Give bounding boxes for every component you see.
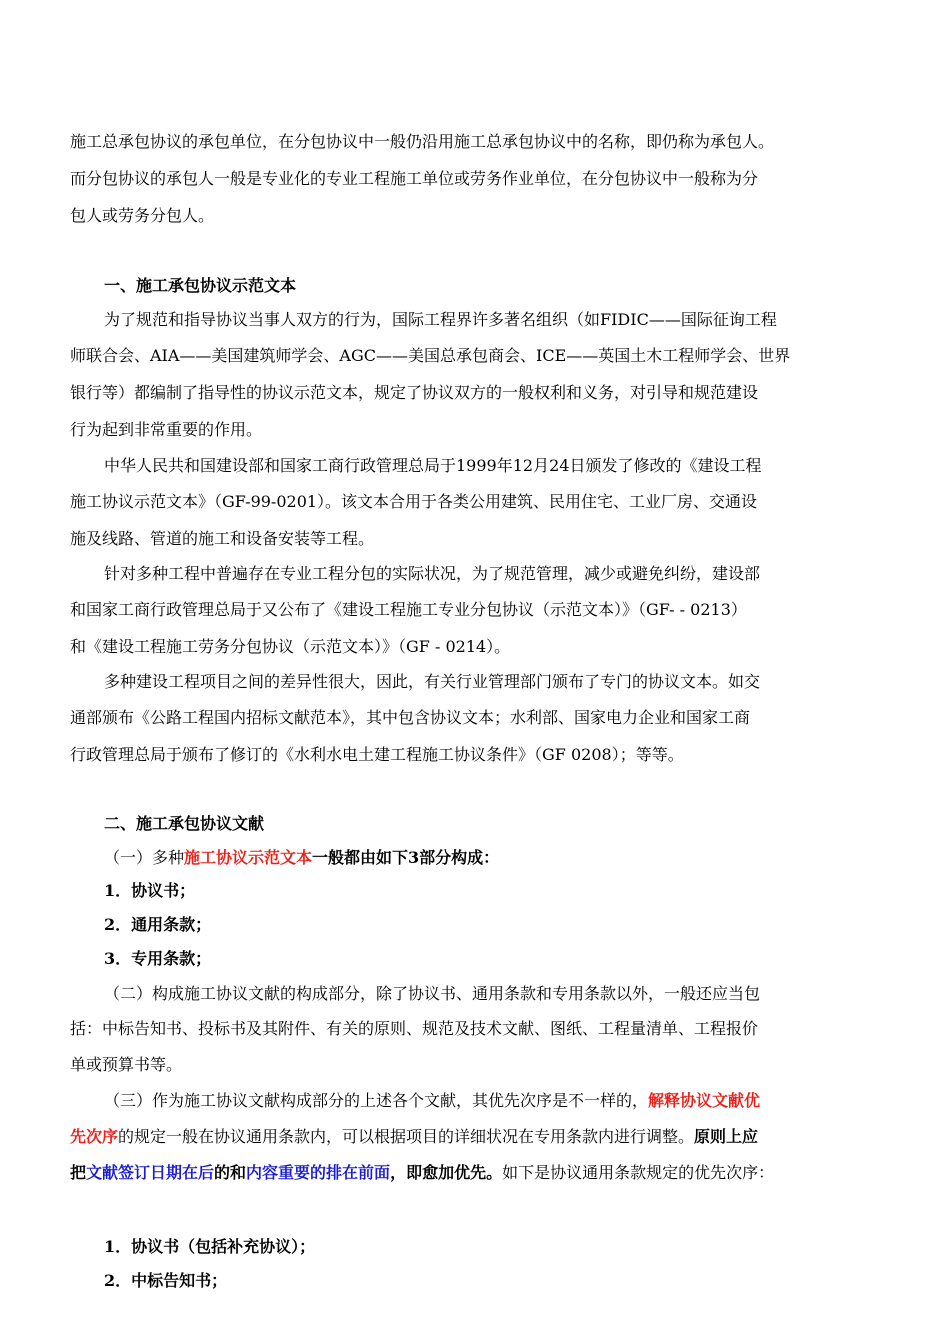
priority-item-2: 2．中标告知书； xyxy=(104,1271,228,1290)
subsection-1-suffix: 一般都由如下3部分构成： xyxy=(312,848,500,867)
intro-line-2: 而分包协议的承包人一般是专业化的专业工程施工单位或劳务作业单位，在分包协议中一般称为分 xyxy=(70,169,759,188)
para-2-line-2: 施工协议示范文本》（GF-99-0201）。该文本合用于各类公用建筑、民用住宅、工业厂房、交通设 xyxy=(70,492,758,511)
subsection-3-bold-b: 把 xyxy=(70,1163,87,1182)
subsection-3-bold-c: 的和 xyxy=(214,1163,247,1182)
highlight-red-3: 先次序 xyxy=(70,1127,119,1146)
subsection-1-prefix: （一）多种 xyxy=(104,848,185,867)
intro-line-3: 包人或劳务分包人。 xyxy=(70,206,215,225)
list-item-3: 3．专用条款； xyxy=(104,949,212,968)
para-3-line-3: 和《建设工程施工劳务分包协议（示范文本）》（GF - 0214）。 xyxy=(70,637,511,656)
para-4-line-2: 通部颁布《公路工程国内招标文献范本》，其中包含协议文本；水利部、国家电力企业和国家工商 xyxy=(70,708,751,727)
subsection-2-line-1: （二）构成施工协议文献的构成部分，除了协议书、通用条款和专用条款以外，一般还应当包 xyxy=(104,984,761,1003)
section-1-heading: 一、施工承包协议示范文本 xyxy=(104,276,297,295)
highlight-blue-1: 文献签订日期在后 xyxy=(86,1163,215,1182)
subsection-2-line-2: 括：中标告知书、投标书及其附件、有关的原则、规范及技术文献、图纸、工程量清单、工程报价 xyxy=(70,1019,759,1038)
list-item-1: 1．协议书； xyxy=(104,881,196,900)
subsection-3-line-3 xyxy=(70,1162,774,1184)
subsection-3-text-a: （三）作为施工协议文献构成部分的上述各个文献，其优先次序是不一样的， xyxy=(104,1091,649,1110)
intro-line-1: 施工总承包协议的承包单位，在分包协议中一般仍沿用施工总承包协议中的名称，即仍称为承包人。 xyxy=(70,132,775,151)
section-2-heading: 二、施工承包协议文献 xyxy=(104,814,265,833)
para-1-line-4: 行为起到非常重要的作用。 xyxy=(70,420,263,439)
para-3-line-1: 针对多种工程中普遍存在专业工程分包的实际状况，为了规范管理，减少或避免纠纷，建设部 xyxy=(104,564,761,583)
para-1-line-3: 银行等）都编制了指导性的协议示范文本，规定了协议双方的一般权利和义务，对引导和规范建设 xyxy=(70,383,759,402)
highlight-blue-2: 内容重要的排在前面 xyxy=(246,1163,391,1182)
para-4-line-3: 行政管理总局于颁布了修订的《水利水电土建工程施工协议条件》（GF 0208）；等等。 xyxy=(70,745,684,764)
subsection-3-line-1 xyxy=(104,1090,760,1112)
para-2-line-3: 施及线路、管道的施工和设备安装等工程。 xyxy=(70,529,375,548)
para-3-line-2: 和国家工商行政管理总局于又公布了《建设工程施工专业分包协议（示范文本）》（GF- - 0213） xyxy=(70,600,747,619)
highlight-red-2: 解释协议文献优 xyxy=(648,1091,761,1110)
highlight-red-1: 施工协议示范文本 xyxy=(184,848,313,867)
para-1-line-2: 师联合会、AIA——美国建筑师学会、AGC——美国总承包商会、ICE——英国土木工程师学会、世界 xyxy=(70,346,791,365)
subsection-3-text-c: 如下是协议通用条款规定的优先次序： xyxy=(502,1163,775,1182)
subsection-3-text-b: 的规定一般在协议通用条款内，可以根据项目的详细状况在专用条款内进行调整。 xyxy=(118,1127,695,1146)
para-4-line-1: 多种建设工程项目之间的差异性很大，因此，有关行业管理部门颁布了专门的协议文本。如交 xyxy=(104,672,761,691)
subsection-3-bold-a: 原则上应 xyxy=(694,1127,759,1146)
subsection-1-line xyxy=(104,847,499,869)
para-1-line-1: 为了规范和指导协议当事人双方的行为，国际工程界许多著名组织（如FIDIC——国际征询工程 xyxy=(104,310,777,329)
list-item-2: 2．通用条款； xyxy=(104,915,212,934)
subsection-3-bold-d: ，即愈加优先。 xyxy=(390,1163,503,1182)
subsection-2-line-3: 单或预算书等。 xyxy=(70,1055,183,1074)
priority-item-1: 1．协议书（包括补充协议）； xyxy=(104,1237,316,1256)
para-2-line-1: 中华人民共和国建设部和国家工商行政管理总局于1999年12月24日颁发了修改的《建设工程 xyxy=(104,456,762,475)
subsection-3-line-2 xyxy=(70,1126,758,1148)
